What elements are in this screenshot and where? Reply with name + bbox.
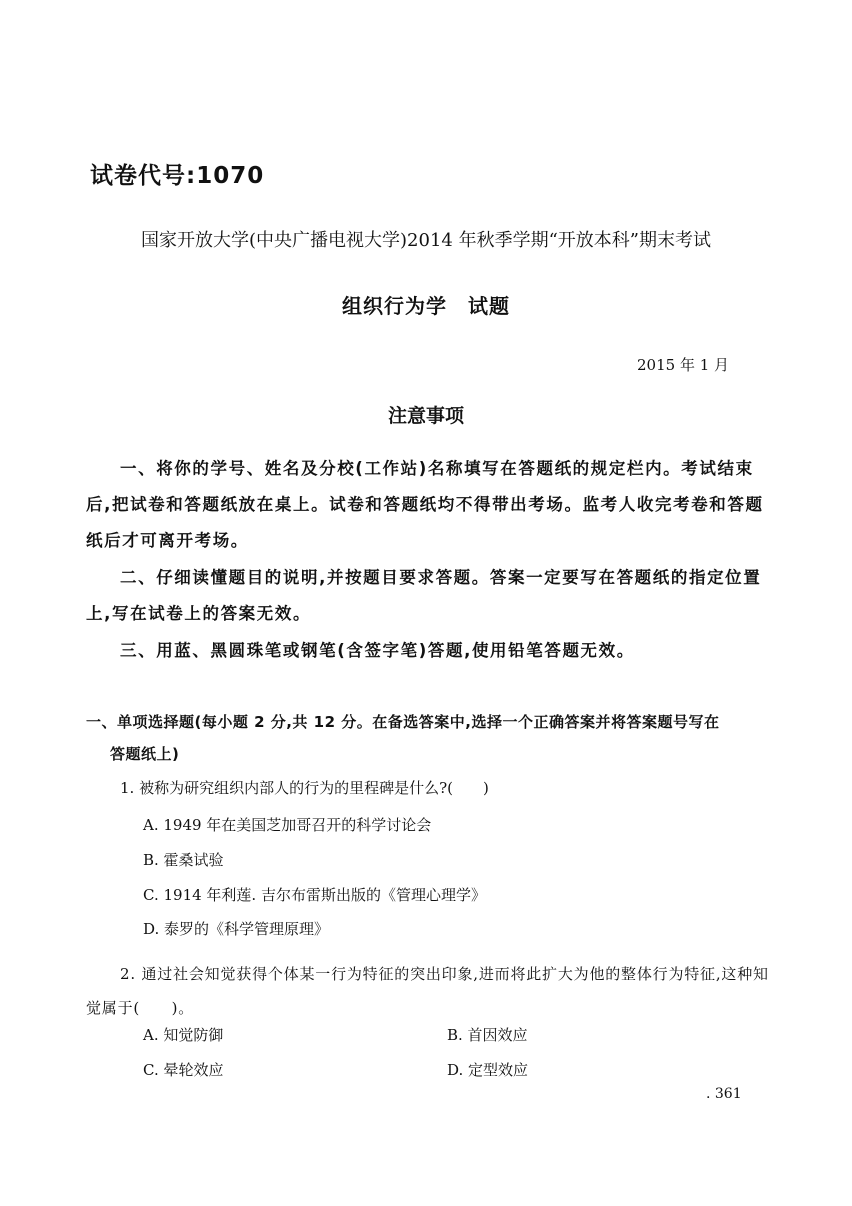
question-2-option-a: A. 知觉防御	[143, 1026, 224, 1044]
question-2-option-d: D. 定型效应	[447, 1061, 529, 1079]
question-1-option-a: A. 1949 年在美国芝加哥召开的科学讨论会	[143, 816, 432, 834]
notice-item-1: 一、将你的学号、姓名及分校(工作站)名称填写在答题纸的规定栏内。考试结束后,把试卷和答题纸放在桌上。试卷和答题纸均不得带出考场。监考人收完考卷和答题纸后才可离开考场。	[86, 459, 764, 550]
question-2-stem: 2. 通过社会知觉获得个体某一行为特征的突出印象,进而将此扩大为他的整体行为特征,这种知觉属于( )。	[86, 965, 769, 1017]
exam-code: 试卷代号:1070	[90, 163, 265, 189]
question-1-option-b: B. 霍桑试验	[143, 851, 224, 869]
section-heading-line1: 一、单项选择题(每小题 2 分,共 12 分。在备选答案中,选择一个正确答案并将答案题号写在	[86, 713, 720, 731]
section-heading	[86, 706, 776, 770]
question-2-option-b: B. 首因效应	[447, 1026, 528, 1044]
page-number: . 361	[706, 1086, 742, 1102]
question-1-stem: 1. 被称为研究组织内部人的行为的里程碑是什么?( )	[120, 779, 489, 797]
question-1-option-c: C. 1914 年利莲. 吉尔布雷斯出版的《管理心理学》	[143, 886, 486, 904]
exam-date: 2015 年 1 月	[637, 356, 730, 374]
subject-title: 组织行为学 试题	[342, 294, 510, 318]
notice-item-3: 三、用蓝、黑圆珠笔或钢笔(含签字笔)答题,使用铅笔答题无效。	[120, 641, 635, 660]
university-exam-line: 国家开放大学(中央广播电视大学)2014 年秋季学期“开放本科”期末考试	[141, 230, 711, 251]
notice-heading: 注意事项	[387, 405, 464, 427]
question-2-option-c: C. 晕轮效应	[143, 1061, 224, 1079]
section-heading-line2: 答题纸上)	[110, 745, 180, 763]
question-1-option-d: D. 泰罗的《科学管理原理》	[143, 920, 330, 938]
notice-item-2: 二、仔细读懂题目的说明,并按题目要求答题。答案一定要写在答题纸的指定位置上,写在试卷上的答案无效。	[86, 568, 762, 623]
